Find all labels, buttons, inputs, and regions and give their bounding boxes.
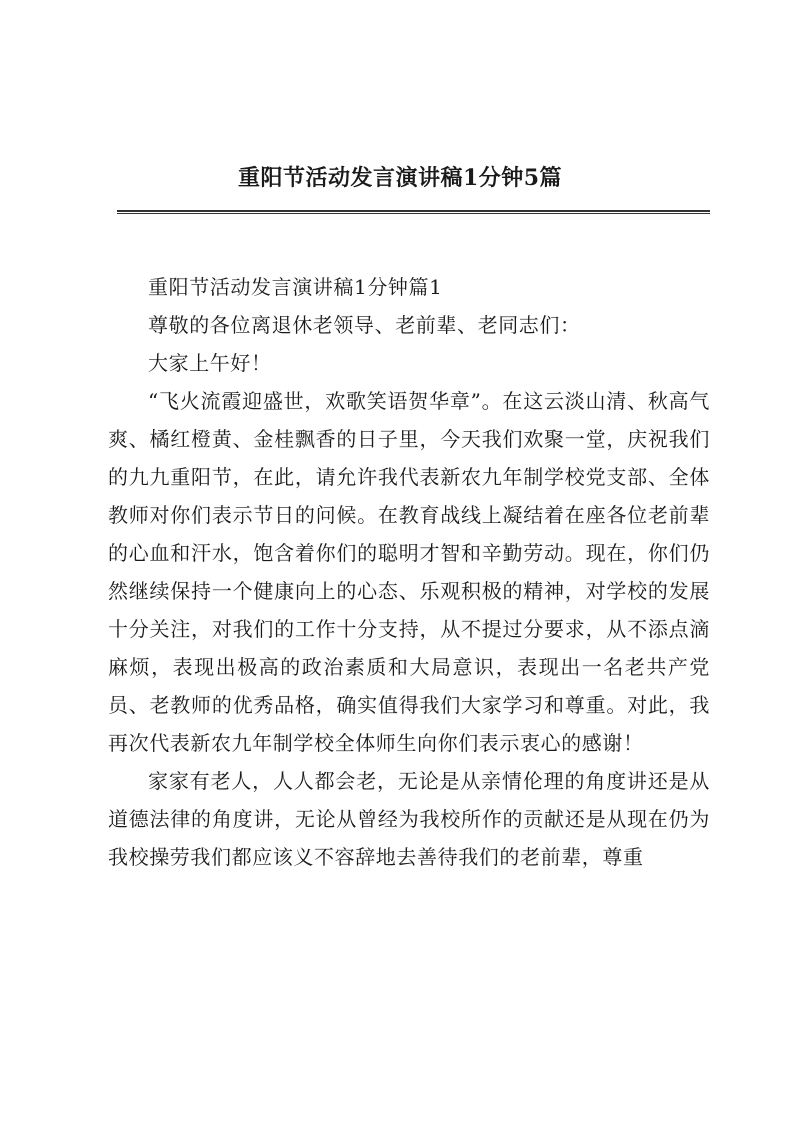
greeting: 大家上午好！ <box>148 351 272 375</box>
section-heading: 重阳节活动发言演讲稿1分钟篇1 <box>148 275 443 299</box>
body-paragraph: “飞火流霞迎盛世，欢歌笑语贺华章”。在这云淡山清、秋高气爽、橘红橙黄、金桂飘香的日子里，今天我们欢聚一堂，庆祝我们的九九重阳节，在此，请允许我代表新农九年制学校党支部、全体教师对你们表示节日的问候。在教育战线上凝结着在座各位老前辈的心血和汗水，饱含着你们的聪明才智和辛勤劳动。现在，你们仍然继续保持一个健康向上的心态、乐观积极的精神，对学校的发展十分关注，对我们的工作十分支持，从不提过分要求，从不添点滴麻烦，表现出极高的政治素质和大局意识，表现出一名老共产党员、老教师的优秀品格，确实值得我们大家学习和尊重。对此，我再次代表新农九年制学校全体师生向你们表示衷心的感谢！ <box>108 389 710 755</box>
salutation: 尊敬的各位离退休老领导、老前辈、老同志们： <box>148 313 581 337</box>
body-paragraph: 家家有老人，人人都会老，无论是从亲情伦理的角度讲还是从道德法律的角度讲，无论从曾经为我校所作的贡献还是从现在仍为我校操劳我们都应该义不容辞地去善待我们的老前辈，尊重 <box>108 769 710 869</box>
document-title: 重阳节活动发言演讲稿1分钟5篇 <box>237 165 563 191</box>
document-body <box>108 268 710 876</box>
title-divider <box>117 210 710 214</box>
